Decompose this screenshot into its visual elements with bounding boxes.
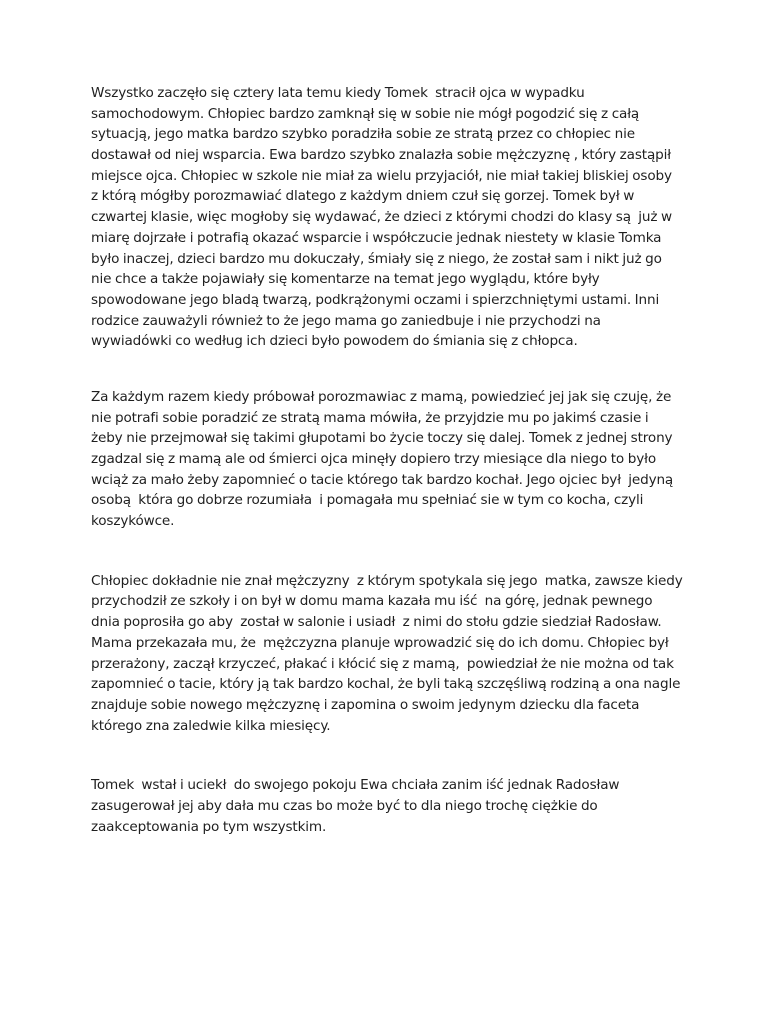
paragraph-line: nie chce a także pojawiały się komentarze na temat jego wyglądu, które były <box>91 271 600 288</box>
paragraph-line: samochodowym. Chłopiec bardzo zamknął się w sobie nie mógł pogodzić się z całą <box>91 105 640 122</box>
paragraph-line: znajduje sobie nowego mężczyznę i zapomina o swoim jedynym dziecku dla faceta <box>91 696 640 713</box>
paragraph-line: miejsce ojca. Chłopiec w szkole nie miał za wielu przyjaciół, nie miał takiej bliskiej osoby <box>91 167 672 184</box>
paragraph-line: osobą która go dobrze rozumiała i pomagała mu spełniać sie w tym co kocha, czyli <box>91 492 644 509</box>
paragraph-line: Tomek wstał i uciekł do swojego pokoju Ewa chciała zanim iść jednak Radosław <box>91 777 620 794</box>
paragraph-line: przerażony, zaczął krzyczeć, płakać i kłócić się z mamą, powiedział że nie można od tak <box>91 655 674 672</box>
paragraph-line: rodzice zauważyli również to że jego mama go zaniedbuje i nie przychodzi na <box>91 312 601 329</box>
paragraph-line: zgadzal się z mamą ale od śmierci ojca minęły dopiero trzy miesiące dla niego to było <box>91 451 657 467</box>
document-body <box>91 83 683 837</box>
paragraph-2 <box>91 387 679 532</box>
paragraph-line: było inaczej, dzieci bardzo mu dokuczały, śmiały się z niego, że został sam i nikt już go <box>91 250 662 267</box>
paragraph-line: spowodowane jego bladą twarzą, podkrążonymi oczami i spierzchniętymi ustami. Inni <box>91 291 660 308</box>
paragraph-line: zaakceptowania po tym wszystkim. <box>91 818 327 835</box>
paragraph-line: koszykówce. <box>91 513 175 530</box>
paragraph-line: dnia poprosiła go aby został w salonie i usiadł z nimi do stołu gdzie siedział Radosław. <box>91 614 662 631</box>
paragraph-1 <box>91 83 679 352</box>
paragraph-line: czwartej klasie, więc mogłoby się wydawać, że dzieci z którymi chodzi do klasy są już w <box>91 209 672 226</box>
paragraph-line: Za każdym razem kiedy próbował porozmawiac z mamą, powiedzieć jej jak się czuję, że <box>91 388 672 405</box>
paragraph-line: zasugerował jej aby dała mu czas bo może być to dla niego trochę ciężkie do <box>91 797 598 814</box>
paragraph-line: żeby nie przejmował się takimi głupotami bo życie toczy się dalej. Tomek z jednej strony <box>91 430 673 447</box>
paragraph-line: z którą mógłby porozmawiać dlatego z każdym dniem czuł się gorzej. Tomek był w <box>91 188 635 205</box>
paragraph-line: przychodził ze szkoły i on był w domu mama kazała mu iść na górę, jednak pewnego <box>91 593 653 610</box>
paragraph-line: Mama przekazała mu, że mężczyzna planuje wprowadzić się do ich domu. Chłopiec był <box>91 634 669 651</box>
paragraph-line: miarę dojrzałe i potrafią okazać wsparcie i współczucie jednak niestety w klasie Tomka <box>91 229 662 246</box>
paragraph-line: wciąż za mało żeby zapomnieć o tacie którego tak bardzo kochał. Jego ojciec był jedyną <box>91 471 674 488</box>
paragraph-line: którego zna zaledwie kilka miesięcy. <box>91 717 331 734</box>
paragraph-3 <box>91 571 683 737</box>
paragraph-line: dostawał od niej wsparcia. Ewa bardzo szybko znalazła sobie mężczyznę , który zastąpił <box>91 147 671 164</box>
paragraph-line: Chłopiec dokładnie nie znał mężczyzny z którym spotykala się jego matka, zawsze kiedy <box>91 572 683 589</box>
paragraph-line: Wszystko zaczęło się cztery lata temu kiedy Tomek stracił ojca w wypadku <box>91 85 585 101</box>
paragraph-line: wywiadówki co według ich dzieci było powodem do śmiania się z chłopca. <box>91 333 578 350</box>
paragraph-4 <box>91 775 679 837</box>
paragraph-line: sytuacją, jego matka bardzo szybko poradziła sobie ze stratą przez co chłopiec nie <box>91 126 635 143</box>
paragraph-line: nie potrafi sobie poradzić ze stratą mama mówiła, że przyjdzie mu po jakimś czasie i <box>91 409 649 426</box>
paragraph-line: zapomnieć o tacie, który ją tak bardzo kochal, że byli taką szczęśliwą rodziną a ona nagle <box>91 676 681 693</box>
